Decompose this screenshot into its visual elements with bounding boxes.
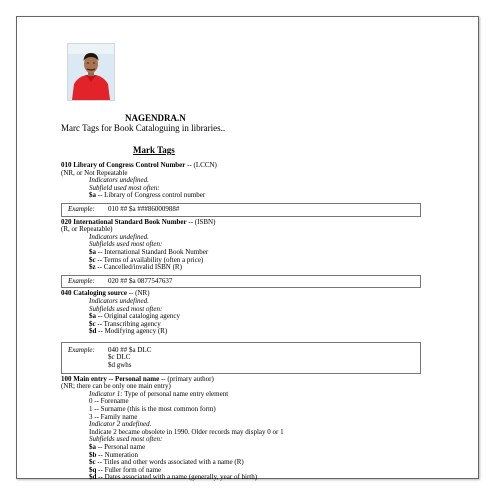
subfield-code: $c [89, 319, 96, 328]
example-label: Example: [68, 276, 95, 285]
tag-section-010 [61, 162, 441, 217]
marc-tag-list [61, 162, 441, 482]
subfield-text: -- International Standard Book Number [96, 247, 209, 256]
subfield-code: $b [89, 450, 97, 459]
example-row [68, 362, 414, 370]
indicator2-note: Indicator 2 undefined. [89, 420, 152, 429]
section-heading: Mark Tags [133, 145, 175, 155]
subfield-code: $a [89, 443, 96, 451]
subfields-label: Subfields used most often: [89, 304, 163, 313]
subfield-code: $z [89, 263, 96, 272]
subfield-code: $a [89, 312, 96, 321]
tag-suffix: -- (LCCN) [185, 161, 217, 169]
example-label: Example: [68, 204, 95, 213]
indicator1-text: Type of personal name entry element [122, 389, 229, 398]
document-page [16, 16, 479, 482]
indicator1-label: Indicator 1: [89, 389, 123, 398]
subfield-text: -- Dates associated with a name (generally, year of birth) [96, 473, 258, 482]
subfields-label: Subfield used most often: [89, 183, 160, 192]
example-value: 040 ## $a DLC [108, 345, 152, 354]
subfield-text: -- Fuller form of name [96, 465, 162, 474]
subfield-text: -- Cancelled/invalid ISBN (R) [95, 263, 182, 272]
subfield-text: -- Original cataloging agency [96, 312, 180, 321]
indicator2-obsolete-note: Indicate 2 became obsolete in 1990. Older records may display 0 or 1 [89, 427, 284, 436]
indicator-value: 0 -- Forename [89, 397, 129, 406]
tag-section-100 [61, 376, 441, 482]
indicators-note: Indicators undefined. [89, 176, 149, 185]
example-value: $c DLC [108, 353, 131, 362]
subfield-code: $c [89, 458, 96, 467]
tag-name: 100 Main entry -- Personal name [61, 374, 160, 383]
tag-name: 040 Cataloging source [61, 289, 127, 298]
subfield-text: -- Modifying agency (R) [96, 327, 168, 336]
tag-suffix: -- (primary author) [159, 374, 214, 383]
subfield-text: -- Transcribing agency [95, 319, 161, 328]
author-name: NAGENDRA.N [125, 113, 186, 123]
subfield-code: $d [89, 327, 97, 336]
example-value: 010 ## $a ###86000988# [108, 204, 180, 213]
subfield-text: -- Titles and other words associated with a name (R) [95, 458, 244, 467]
subfields-label: Subfields used most often: [89, 435, 163, 444]
profile-photo-image [68, 44, 114, 100]
example-box [61, 275, 421, 289]
indicator-value: 1 -- Surname (this is the most common form) [89, 405, 216, 414]
subfield-code: $d [89, 473, 97, 482]
subfield-code: $c [89, 255, 96, 264]
subfield-item [61, 264, 441, 272]
example-box [61, 203, 421, 217]
tag-name: 010 Library of Congress Control Number [61, 161, 186, 169]
example-value: 020 ## $a 0877547637 [108, 276, 173, 285]
example-value: $d gwhs [108, 361, 132, 370]
indicators-note: Indicators undefined. [89, 232, 149, 241]
subfield-item [61, 474, 441, 482]
subfield-text: -- Library of Congress control number [96, 191, 206, 200]
indicators-note: Indicators undefined. [89, 296, 149, 305]
subfield-item [61, 192, 441, 200]
subfield-item [61, 328, 441, 336]
subfield-code: $a [89, 247, 96, 256]
profile-photo [67, 43, 115, 101]
tag-name: 020 International Standard Book Number [61, 217, 187, 226]
subfields-label: Subfields used most often: [89, 240, 163, 249]
subfield-code: $a [89, 191, 96, 200]
repeat-note: (NR, or Not Repeatable [61, 168, 128, 177]
repeat-note: (NR; there can be only one main entry) [61, 382, 171, 391]
tag-title [61, 219, 441, 227]
example-label: Example: [68, 345, 95, 354]
tag-suffix: -- (ISBN) [186, 217, 216, 226]
tag-section-020 [61, 219, 441, 289]
example-box [61, 342, 421, 374]
subfield-text: -- Numeration [96, 450, 139, 459]
subfield-text: -- Terms of availability (often a price) [95, 255, 204, 264]
subfield-code: $q [89, 465, 97, 474]
tag-suffix: -- (NR) [126, 289, 150, 298]
document-subtitle: Marc Tags for Book Cataloguing in libraries.. [61, 123, 226, 133]
repeat-note: (R, or Repeatable) [61, 225, 113, 234]
indicator-value: 3 -- Family name [89, 412, 138, 421]
tag-section-040 [61, 290, 441, 373]
subfield-text: -- Personal name [96, 443, 146, 451]
